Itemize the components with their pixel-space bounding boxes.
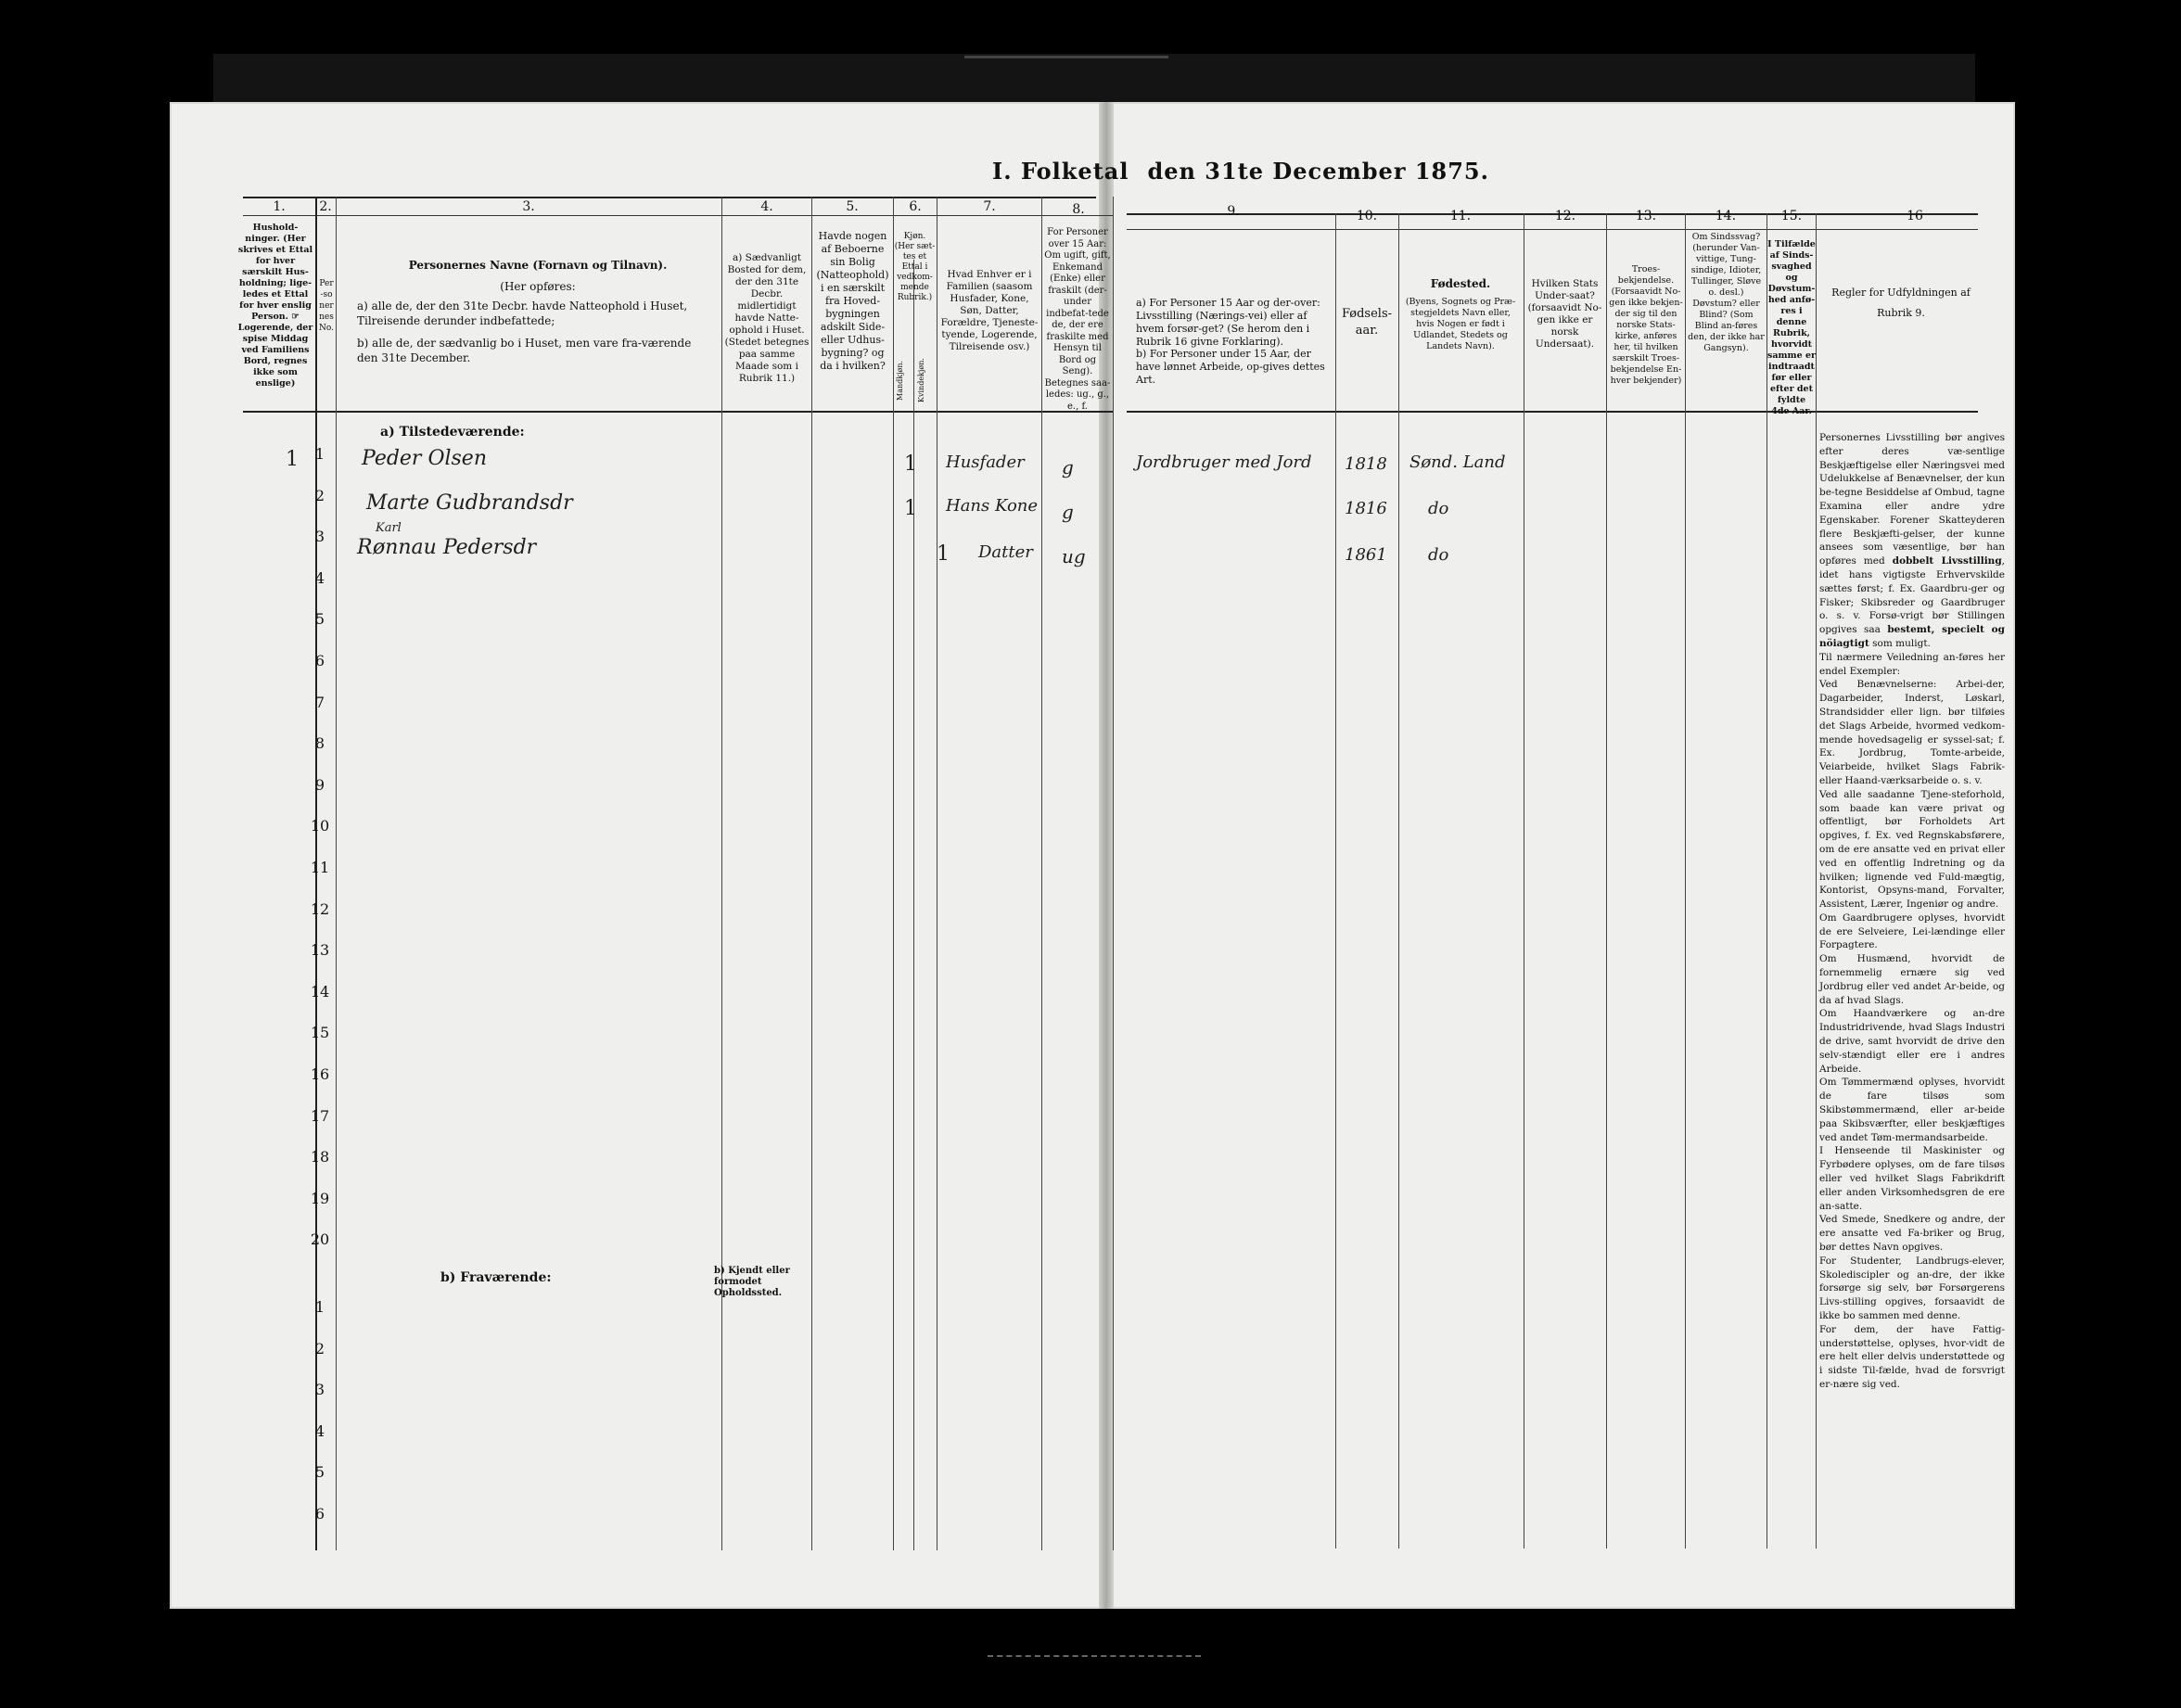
header-col3-sub1: (Her opføres: — [500, 280, 576, 293]
absent-location-note: b) Kjendt eller formodet Opholdssted. — [714, 1266, 790, 1298]
header-col6: Kjøn. (Her sæt-tes et Ettal i vedkom-mende Rubrik.) — [894, 232, 936, 302]
household-mark: 1 — [286, 448, 299, 471]
row1-civil: g — [1062, 456, 1074, 478]
row-number-present: 15 — [310, 1024, 330, 1042]
row-number-present: 4 — [314, 568, 325, 587]
row2-year: 1816 — [1345, 499, 1387, 518]
row-number-present: 7 — [314, 693, 325, 711]
row-number-present: 3 — [314, 528, 325, 546]
col-line-3 — [721, 197, 722, 1550]
header-col10: Fødsels-aar. — [1341, 307, 1393, 338]
rule-text-0: Personernes Livsstilling bør angives efter deres væ-sentlige Beskjæftigelse eller Næringsvei med Udelukkelse af Benævnelser, der kun be-tegne Besiddelse af Ombud, tagne Examina eller andre ydre Egenskaber. Forener Skatteyderen flere Beskjæfti-gelser, der kunne ansees som væsentlige, bør han opføres med — [1819, 432, 2005, 567]
form-title — [992, 158, 1489, 185]
row3-sex: 1 — [937, 542, 950, 566]
colnum-rule-right — [1127, 229, 1978, 230]
col-line-12 — [1606, 213, 1607, 1549]
row-number-present: 5 — [314, 610, 325, 629]
row-number-present: 18 — [310, 1148, 330, 1166]
rule-examples-intro: Til nærmere Veiledning an-føres her endel Exempler: — [1819, 651, 2005, 677]
rule-smiths: Ved Smede, Snedkere og andre, der ere ansatte ved Fa-briker og Brug, bør dettes Navn opgives. — [1819, 1214, 2005, 1254]
header-col14: Om Sindssvag? (herunder Van-vittige, Tung-sindige, Idioter, Tullinger, Sløve o. desl.) Døvstum? eller Blind? (Som Blind an-føres den, der ikke har Gangsyn). — [1688, 232, 1765, 353]
colnum-6: 6. — [909, 199, 922, 214]
section-present: a) Tilstedeværende: — [380, 425, 525, 440]
rule-text-2: , idet hans vigtigste Erhvervskilde sættes først; f. Ex. Gaardbru-ger og Fisker; Skibsreder og Gaardbruger o. s. v. Forsø-vrigt bør Stillingen opgives saa — [1819, 555, 2005, 636]
col-line-8 — [1113, 197, 1114, 1550]
rule-cottars: Om Husmænd, hvorvidt de fornemmelig ernære sig ved Jordbrug eller ved andet Ar-beide, og da af hvad Slags. — [1819, 953, 2005, 1006]
row2-role: Hans Kone — [946, 496, 1039, 516]
header-col12: Hvilken Stats Under-saat? (forsaavidt No-gen ikke er norsk Undersaat). — [1527, 278, 1602, 350]
row3-prefix: Karl — [376, 521, 402, 535]
header-col8: For Personer over 15 Aar: Om ugift, gift, Enkemand (Enke) eller fraskilt (der-under indbefat-tede de, der ere fraskilte med Hensyn til Bord og Seng). Betegnes saa-ledes: ug., g., e., f. — [1044, 227, 1111, 412]
row2-birthplace: do — [1428, 499, 1449, 518]
row-number-present: 14 — [310, 982, 330, 1001]
colnum-2: 2. — [319, 199, 332, 214]
row3-birthplace: do — [1428, 545, 1449, 565]
row-number-present: 10 — [310, 817, 330, 835]
row-number-absent: 5 — [314, 1463, 325, 1481]
header-col6-female: Kvindekjøn. — [917, 358, 925, 402]
row-number-present: 20 — [310, 1230, 330, 1249]
header-col2: Per-sonernes No. — [319, 279, 334, 333]
colnum-7: 7. — [983, 199, 996, 214]
rule-farmers: Om Gaardbrugere oplyses, hvorvidt de ere Selveiere, Lei-lændinge eller Forpagtere. — [1819, 911, 2005, 951]
row1-year: 1818 — [1345, 454, 1387, 474]
row3-role: Datter — [978, 542, 1033, 562]
scan-mark — [964, 56, 1168, 58]
row-number-present: 11 — [310, 859, 330, 876]
colnum-9: 9. — [1227, 204, 1240, 219]
rule-craftsmen: Om Haandværkere og an-dre Industridrivende, hvad Slags Industri de drive, samt hvorvidt de drive den selv-stændigt eller ere i andres Arbeide. — [1819, 1008, 2005, 1075]
row3-civil: ug — [1062, 545, 1086, 567]
header-col15: I Tilfælde af Sinds-svaghed og Døvstum-hed anfø-res i denne Rubrik, hvorvidt samme er indtraadt før eller efter det fyldte 4de Aar. — [1767, 239, 1817, 416]
rubric9-rules — [1819, 431, 2005, 1392]
col-line-10 — [1398, 213, 1399, 1549]
colnum-3: 3. — [522, 199, 535, 214]
col-line-4 — [811, 197, 812, 1550]
row1-sex: 1 — [904, 452, 917, 476]
colnum-1: 1. — [273, 199, 286, 214]
colnum-8: 8. — [1072, 202, 1085, 217]
col-line-13 — [1685, 213, 1686, 1549]
colnum-15: 15. — [1780, 209, 1803, 223]
rule-students: For Studenter, Landbrugs-elever, Skolediscipler og an-dre, der ikke forsørge sig selv, bør Forsørgerens Livs-stilling opgives, forsaavidt de ikke bo sammen med denne. — [1819, 1255, 2005, 1321]
bottom-mark — [988, 1655, 1201, 1666]
header-col11-text: (Byens, Sognets og Præ-stegjeldets Navn eller, hvis Nogen er født i Udlandet, Stedets og Landets Navn). — [1405, 297, 1516, 351]
colnum-16: 16 — [1907, 209, 1923, 223]
header-col11-title: Fødested. — [1430, 277, 1491, 290]
colnum-12: 12. — [1554, 209, 1576, 223]
rule-poor-relief: For dem, der have Fattig-understøttelse, oplyses, hvor-vidt de ere helt eller delvis understøttede og i sidste Til-fælde, hvad de forsvrigt er-nære sig ved. — [1819, 1323, 2005, 1390]
row-number-absent: 1 — [314, 1298, 325, 1316]
header-col4: a) Sædvanligt Bosted for dem, der den 31te Decbr. midlertidigt havde Natte-ophold i Huset. (Stedet betegnes paa samme Maade som i Rubrik 11.) — [724, 252, 810, 384]
row3-name: Rønnau Pedersdr — [357, 536, 537, 559]
row1-birthplace: Sønd. Land — [1409, 452, 1506, 472]
header-top-rule-left — [243, 197, 1096, 198]
rule-text-1: dobbelt Livsstilling — [1892, 555, 2002, 567]
header-col3-sub2: a) alle de, der den 31te Decbr. havde Natteophold i Huset, Tilreisende derunder indbefattede; — [357, 300, 688, 327]
row1-role: Husfader — [946, 452, 1025, 472]
rule-text-3: bestemt, specielt og nöiagtigt — [1819, 624, 2006, 649]
header-bottom-rule-left — [243, 411, 1113, 413]
colnum-13: 13. — [1635, 209, 1657, 223]
header-col9-a: a) For Personer 15 Aar og der-over: Livsstilling (Nærings-vei) eller af hvem forsør-get? (Se herom den i Rubrik 16 givne Forklaring). — [1136, 297, 1320, 348]
row2-civil: g — [1062, 501, 1074, 523]
colnum-rule-left — [243, 215, 1113, 216]
row-number-present: 12 — [310, 899, 330, 918]
rule-machinists: I Henseende til Maskinister og Fyrbødere oplyses, om de fare tilsøs eller ved hvilket Slags Fabrikdrift eller anden Virksomhedsgren de ere an-satte. — [1819, 1145, 2005, 1212]
row2-name: Marte Gudbrandsdr — [366, 491, 573, 515]
row-number-absent: 3 — [314, 1381, 325, 1398]
colnum-11: 11. — [1449, 209, 1472, 223]
header-col7: Hvad Enhver er i Familien (saasom Husfader, Kone, Søn, Datter, Forældre, Tjeneste-tyende, Logerende, Tilreisende osv.) — [940, 269, 1039, 352]
rule-carpenters: Om Tømmermænd oplyses, hvorvidt de fare tilsøs som Skibstømmermænd, eller ar-beide paa Skibsværfter, eller beskjæftiges ved andet Tøm-mermandsarbeide. — [1819, 1077, 2005, 1143]
col-line-9 — [1335, 213, 1336, 1549]
row-number-present: 6 — [314, 652, 325, 669]
row-number-present: 1 — [314, 445, 325, 463]
header-bottom-rule-right — [1127, 411, 1978, 413]
row-number-present: 9 — [314, 775, 325, 794]
row2-sex: 1 — [904, 497, 917, 520]
row-number-present: 2 — [314, 486, 325, 504]
row-number-present: 13 — [310, 941, 330, 960]
header-col5: Havde nogen af Beboerne sin Bolig (Natteophold) i en særskilt fra Hoved-bygningen adskilt Side- eller Udhus-bygning? og da i hvilken? — [816, 230, 889, 372]
row-number-present: 17 — [310, 1106, 330, 1125]
form-title-right: den 31te December 1875. — [1147, 158, 1489, 185]
rule-workers: Ved Benævnelserne: Arbei-der, Dagarbeider, Inderst, Løskarl, Strandsidder eller lign. bør tilføies det Slags Arbeide, hvormed vedkom-mende hovedsagelig er syssel-sat; f. Ex. Jordbrug, Tomte-arbeide, Veiarbeide, hvilket Slags Fabrik- eller Haand-værksarbeide o. s. v. — [1819, 679, 2005, 786]
row-number-present: 19 — [310, 1189, 330, 1207]
header-col6-male: Mandkjøn. — [896, 360, 904, 401]
colnum-4: 4. — [760, 199, 773, 214]
row1-name: Peder Olsen — [362, 447, 487, 470]
row-number-present: 8 — [314, 734, 325, 753]
row1-occupation: Jordbruger med Jord — [1136, 452, 1312, 472]
header-col9-b: b) For Personer under 15 Aar, der have lønnet Arbeide, op-gives dettes Art. — [1136, 348, 1325, 386]
colnum-14: 14. — [1715, 209, 1737, 223]
row-number-present: 16 — [310, 1065, 330, 1083]
rule-text-4: som muligt. — [1872, 637, 1931, 649]
header-col3-sub3: b) alle de, der sædvanlig bo i Huset, men vare fra-værende den 31te December. — [357, 337, 692, 364]
rule-service: Ved alle saadanne Tjene-steforhold, som baade kan være privat og offentligt, bør Forholdets Art opgives, f. Ex. ved Regnskabsførere, om de ere ansatte ved en privat eller ved en offentlig Indretning og da hvilken; lignende ved Fuld-mægtig, Kontorist, Opsyns-mand, Forvalter, Assistent, Lærer, Ingeniør og andre. — [1819, 788, 2005, 911]
form-title-left: I. Folketal — [992, 158, 1129, 185]
header-col16: Regler for Udfyldningen af Rubrik 9. — [1831, 287, 1971, 319]
colnum-10: 10. — [1356, 209, 1378, 223]
header-col13: Troes-bekjendelse. (Forsaavidt No-gen ikke bekjen-der sig til den norske Stats-kirke, anføres her, til hvilken særskilt Troes-bekjendelse En-hver bekjender) — [1609, 264, 1683, 386]
row-number-absent: 2 — [314, 1339, 325, 1357]
header-col1: Hushold-ninger. (Her skrives et Ettal for hver særskilt Hus-holdning; lige-ledes et Ettal for hver enslig Person. ☞ Logerende, der spise Middag ved Familiens Bord, regnes ikke som enslige) — [237, 223, 313, 389]
scan-border-top — [213, 54, 1975, 102]
row-number-absent: 4 — [314, 1421, 325, 1440]
row3-year: 1861 — [1345, 545, 1387, 565]
colnum-5: 5. — [846, 199, 859, 214]
col-line-15 — [1816, 213, 1817, 1549]
rule-intro — [1819, 431, 2005, 651]
row-number-absent: 6 — [314, 1504, 325, 1523]
section-absent: b) Fraværende: — [440, 1270, 552, 1285]
header-col3-title: Personernes Navne (Fornavn og Tilnavn). — [408, 259, 668, 272]
